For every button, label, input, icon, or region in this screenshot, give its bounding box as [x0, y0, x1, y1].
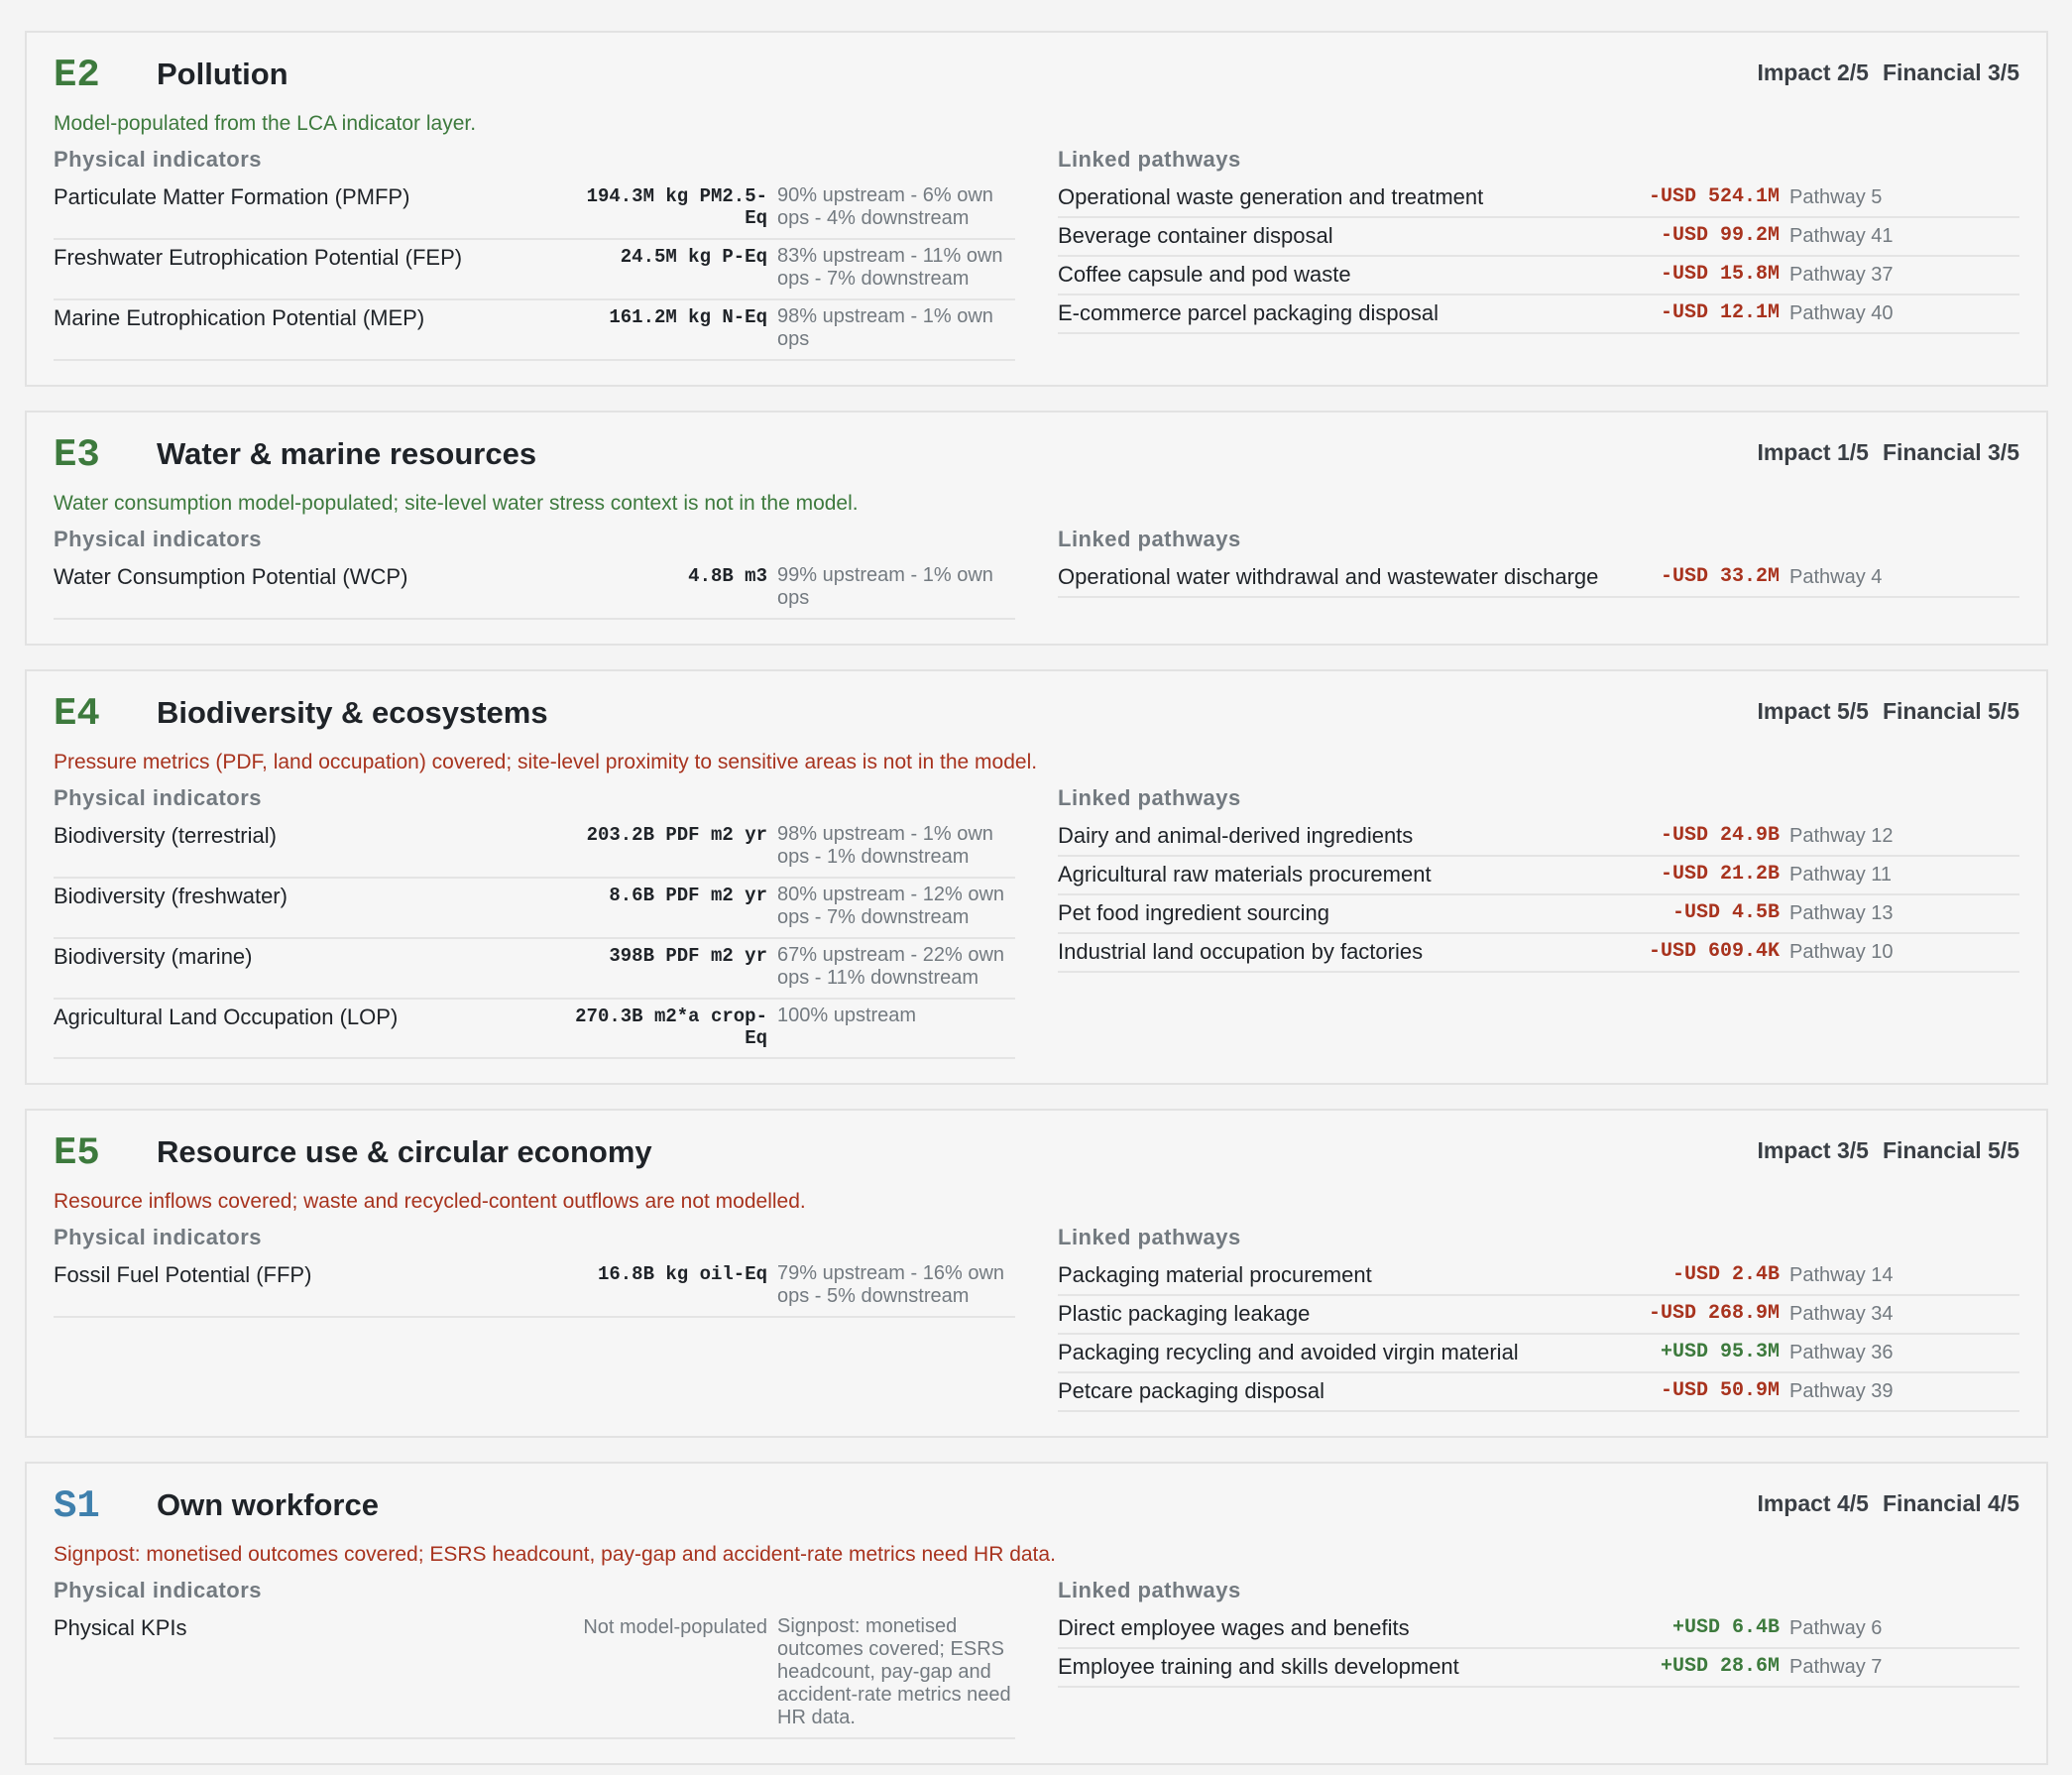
physical-indicators [54, 146, 1015, 361]
materiality-scores [1757, 1488, 2019, 1518]
linked-pathways [1058, 1577, 2019, 1739]
physical-indicators [54, 526, 1015, 620]
physical-indicators [54, 1224, 1015, 1412]
pathway-value: -USD 21.2B [1660, 863, 1780, 886]
linked-pathways [1058, 784, 2019, 1059]
indicator-name: Particulate Matter Formation (PMFP) [54, 184, 410, 209]
indicator-value: 24.5M kg P-Eq [620, 246, 767, 268]
pathway-link[interactable]: Pathway 12 [1789, 825, 1894, 847]
pathway-name: Plastic packaging leakage [1058, 1301, 1311, 1326]
pathway-row[interactable] [1058, 1257, 2019, 1296]
materiality-scores [1757, 437, 2019, 467]
linked-pathways-label: Linked pathways [1058, 785, 1241, 810]
pathway-row[interactable] [1058, 857, 2019, 895]
linked-pathways [1058, 146, 2019, 361]
coverage-note: Model-populated from the LCA indicator layer. [54, 112, 477, 135]
physical-indicators-label: Physical indicators [54, 785, 263, 810]
indicator-value: 161.2M kg N-Eq [609, 306, 767, 328]
indicator-value: 4.8B m3 [688, 565, 767, 587]
indicator-row [54, 1610, 1015, 1739]
financial-score: Financial 4/5 [1882, 1490, 2019, 1516]
pathway-link[interactable]: Pathway 36 [1789, 1342, 1894, 1363]
pathway-name: Packaging recycling and avoided virgin material [1058, 1340, 1519, 1364]
pathway-link[interactable]: Pathway 6 [1789, 1617, 1883, 1639]
topic-code: E4 [54, 692, 100, 736]
linked-pathways-label: Linked pathways [1058, 147, 1241, 172]
topic-card-s1 [25, 1462, 2048, 1765]
card-columns [54, 146, 2019, 361]
indicator-value: Not model-populated [583, 1616, 767, 1638]
topic-code: S1 [54, 1484, 100, 1528]
impact-score: Impact 2/5 [1757, 59, 1869, 85]
pathway-row[interactable] [1058, 218, 2019, 257]
indicator-value-chain-split: 80% upstream - 12% own ops - 7% downstream [777, 884, 1005, 928]
pathway-value: -USD 12.1M [1660, 301, 1780, 324]
pathway-link[interactable]: Pathway 4 [1789, 566, 1883, 588]
indicator-row [54, 300, 1015, 361]
physical-indicators-label: Physical indicators [54, 527, 263, 551]
pathway-name: Direct employee wages and benefits [1058, 1615, 1410, 1640]
pathway-link[interactable]: Pathway 41 [1789, 225, 1894, 247]
pathway-row[interactable] [1058, 895, 2019, 934]
indicator-value: 8.6B PDF m2 yr [609, 885, 767, 906]
pathway-link[interactable]: Pathway 14 [1789, 1264, 1894, 1286]
card-header [54, 1479, 2019, 1535]
card-header [54, 687, 2019, 743]
pathway-name: Operational waste generation and treatment [1058, 184, 1484, 209]
pathway-value: -USD 609.4K [1648, 940, 1780, 963]
indicator-name: Water Consumption Potential (WCP) [54, 564, 408, 589]
impact-score: Impact 5/5 [1757, 698, 1869, 724]
pathway-row[interactable] [1058, 179, 2019, 218]
pathway-name: Petcare packaging disposal [1058, 1378, 1325, 1403]
indicator-row [54, 939, 1015, 1000]
indicator-row [54, 559, 1015, 620]
pathway-name: E-commerce parcel packaging disposal [1058, 300, 1439, 325]
topic-card-e3 [25, 411, 2048, 646]
card-columns [54, 1577, 2019, 1739]
pathway-link[interactable]: Pathway 34 [1789, 1303, 1894, 1325]
indicator-name: Fossil Fuel Potential (FFP) [54, 1262, 312, 1287]
linked-pathways [1058, 1224, 2019, 1412]
indicator-name: Freshwater Eutrophication Potential (FEP) [54, 245, 463, 270]
indicator-value-chain-split: 99% upstream - 1% own ops [777, 564, 993, 609]
card-header [54, 1126, 2019, 1182]
pathway-value: -USD 99.2M [1660, 224, 1780, 247]
coverage-note: Water consumption model-populated; site-level water stress context is not in the model. [54, 492, 859, 515]
pathway-value: +USD 28.6M [1660, 1655, 1780, 1678]
indicator-name: Agricultural Land Occupation (LOP) [54, 1005, 399, 1029]
indicator-name: Biodiversity (terrestrial) [54, 823, 277, 848]
indicator-value: 16.8B kg oil-Eq [597, 1263, 767, 1285]
pathway-name: Pet food ingredient sourcing [1058, 900, 1329, 925]
topic-title: Pollution [157, 57, 288, 91]
pathway-name: Packaging material procurement [1058, 1262, 1372, 1287]
linked-pathways-label: Linked pathways [1058, 527, 1241, 551]
financial-score: Financial 3/5 [1882, 59, 2019, 85]
pathway-row[interactable] [1058, 257, 2019, 296]
indicator-value-chain-split: 98% upstream - 1% own ops [777, 305, 993, 350]
indicator-value: 270.3B m2*a crop-Eq [575, 1006, 767, 1049]
financial-score: Financial 5/5 [1882, 1137, 2019, 1163]
indicator-value: 398B PDF m2 yr [609, 945, 767, 967]
topic-title: Biodiversity & ecosystems [157, 695, 548, 730]
indicator-value: 194.3M kg PM2.5-Eq [586, 185, 767, 229]
pathway-row[interactable] [1058, 1610, 2019, 1649]
pathway-name: Industrial land occupation by factories [1058, 939, 1424, 964]
pathway-name: Operational water withdrawal and wastewater discharge [1058, 564, 1599, 589]
topic-card-e4 [25, 669, 2048, 1085]
pathway-value: -USD 33.2M [1660, 565, 1780, 588]
topic-title: Water & marine resources [157, 436, 537, 471]
pathway-row[interactable] [1058, 559, 2019, 598]
indicator-value-chain-split: Signpost: monetised outcomes covered; ESRS headcount, pay-gap and accident-rate metrics need HR data. [777, 1615, 1011, 1728]
materiality-scores [1757, 58, 2019, 87]
financial-score: Financial 5/5 [1882, 698, 2019, 724]
materiality-scores [1757, 696, 2019, 726]
impact-score: Impact 1/5 [1757, 439, 1869, 465]
physical-indicators-label: Physical indicators [54, 147, 263, 172]
indicator-row [54, 1000, 1015, 1059]
pathway-link[interactable]: Pathway 10 [1789, 941, 1894, 963]
pathway-link[interactable]: Pathway 39 [1789, 1380, 1894, 1402]
impact-score: Impact 4/5 [1757, 1490, 1869, 1516]
indicator-value-chain-split: 67% upstream - 22% own ops - 11% downstream [777, 944, 1005, 989]
physical-indicators [54, 1577, 1015, 1739]
pathway-row[interactable] [1058, 1335, 2019, 1373]
card-header [54, 49, 2019, 104]
pathway-name: Agricultural raw materials procurement [1058, 862, 1432, 887]
impact-score: Impact 3/5 [1757, 1137, 1869, 1163]
indicator-row [54, 179, 1015, 240]
linked-pathways-label: Linked pathways [1058, 1578, 1241, 1602]
pathway-row[interactable] [1058, 1649, 2019, 1688]
pathway-value: +USD 6.4B [1671, 1616, 1780, 1639]
indicator-name: Biodiversity (freshwater) [54, 884, 288, 908]
indicator-row [54, 879, 1015, 939]
coverage-note: Resource inflows covered; waste and recycled-content outflows are not modelled. [54, 1190, 806, 1213]
indicator-row [54, 240, 1015, 300]
pathway-row[interactable] [1058, 1373, 2019, 1412]
indicator-row [54, 818, 1015, 879]
linked-pathways-label: Linked pathways [1058, 1225, 1241, 1249]
indicator-row [54, 1257, 1015, 1318]
indicator-name: Biodiversity (marine) [54, 944, 253, 969]
indicator-value: 203.2B PDF m2 yr [586, 824, 767, 846]
coverage-note: Pressure metrics (PDF, land occupation) covered; site-level proximity to sensitive areas is not in the model. [54, 751, 1038, 773]
pathway-value: -USD 4.5B [1671, 901, 1780, 924]
pathway-value: -USD 524.1M [1648, 185, 1780, 208]
topic-code: E2 [54, 54, 100, 97]
indicator-value-chain-split: 98% upstream - 1% own ops - 1% downstream [777, 823, 993, 868]
physical-indicators-label: Physical indicators [54, 1225, 263, 1249]
linked-pathways [1058, 526, 2019, 620]
pathway-link[interactable]: Pathway 11 [1789, 864, 1893, 886]
topic-card-e5 [25, 1109, 2048, 1438]
card-columns [54, 526, 2019, 620]
indicator-value-chain-split: 79% upstream - 16% own ops - 5% downstream [777, 1262, 1005, 1307]
indicator-value-chain-split: 100% upstream [777, 1005, 917, 1026]
pathway-name: Employee training and skills development [1058, 1654, 1459, 1679]
indicator-value-chain-split: 90% upstream - 6% own ops - 4% downstream [777, 184, 993, 229]
card-header [54, 428, 2019, 484]
topic-title: Resource use & circular economy [157, 1134, 652, 1169]
materiality-scores [1757, 1135, 2019, 1165]
pathway-row[interactable] [1058, 296, 2019, 334]
physical-indicators-label: Physical indicators [54, 1578, 263, 1602]
topic-code: E3 [54, 433, 100, 477]
card-columns [54, 784, 2019, 1059]
pathway-row[interactable] [1058, 818, 2019, 857]
indicator-name: Marine Eutrophication Potential (MEP) [54, 305, 425, 330]
pathway-link[interactable]: Pathway 37 [1789, 264, 1894, 286]
coverage-note: Signpost: monetised outcomes covered; ESRS headcount, pay-gap and accident-rate metrics need HR data. [54, 1543, 1056, 1566]
topic-code: E5 [54, 1131, 100, 1175]
pathway-value: -USD 268.9M [1648, 1302, 1780, 1325]
pathway-link[interactable]: Pathway 13 [1789, 902, 1894, 924]
pathway-name: Beverage container disposal [1058, 223, 1333, 248]
pathway-value: -USD 2.4B [1671, 1263, 1780, 1286]
pathway-value: +USD 95.3M [1660, 1341, 1780, 1363]
card-columns [54, 1224, 2019, 1412]
pathway-value: -USD 15.8M [1660, 263, 1780, 286]
indicator-value-chain-split: 83% upstream - 11% own ops - 7% downstream [777, 245, 1003, 290]
pathway-link[interactable]: Pathway 7 [1789, 1656, 1883, 1678]
pathway-link[interactable]: Pathway 40 [1789, 302, 1894, 324]
pathway-row[interactable] [1058, 1296, 2019, 1335]
pathway-value: -USD 50.9M [1660, 1379, 1780, 1402]
pathway-link[interactable]: Pathway 5 [1789, 186, 1883, 208]
pathway-name: Dairy and animal-derived ingredients [1058, 823, 1414, 848]
topic-title: Own workforce [157, 1487, 379, 1522]
indicator-name: Physical KPIs [54, 1615, 187, 1640]
financial-score: Financial 3/5 [1882, 439, 2019, 465]
pathway-name: Coffee capsule and pod waste [1058, 262, 1351, 287]
pathway-value: -USD 24.9B [1660, 824, 1780, 847]
topic-card-e2 [25, 31, 2048, 387]
pathway-row[interactable] [1058, 934, 2019, 973]
physical-indicators [54, 784, 1015, 1059]
